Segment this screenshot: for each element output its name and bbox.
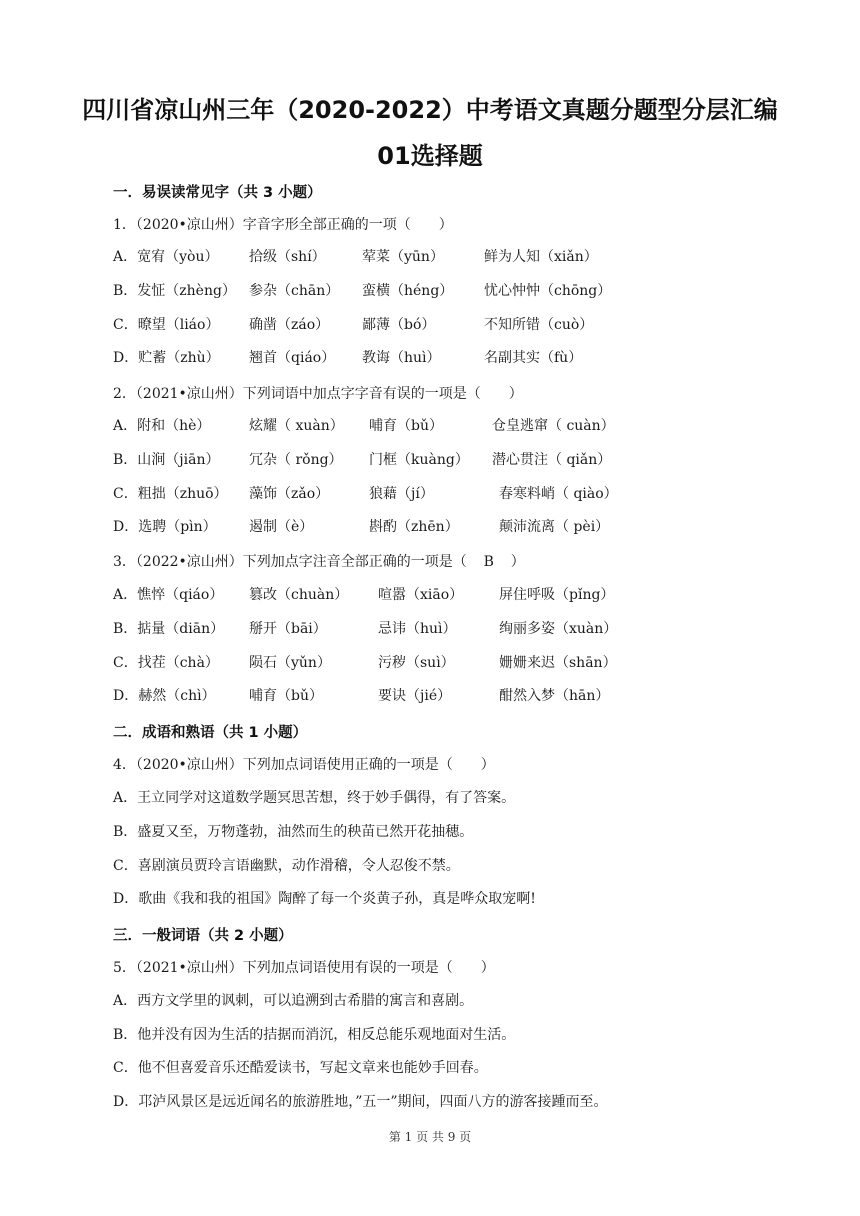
question-stem: 4．（2020•凉山州）下列加点词语使用正确的一项是（ ） — [113, 757, 495, 773]
document-subtitle: 01选择题 — [377, 142, 483, 170]
option-item: 教诲（huì） — [362, 350, 441, 366]
section-heading: 二．成语和熟语（共 1 小题） — [113, 725, 308, 741]
option-item: 鄙薄（bó） — [362, 317, 436, 333]
section-heading: 一．易误读常见字（共 3 小题） — [113, 185, 322, 201]
option-item: B．山涧（jiān） — [113, 452, 220, 468]
option-item: 斟酌（zhēn） — [369, 519, 459, 535]
option-row — [113, 516, 753, 538]
option-item: D．选聘（pìn） — [113, 519, 217, 535]
option-sentence: D．邛泸风景区是远近闻名的旅游胜地，”五一”期间，四面八方的游客接踵而至。 — [113, 1094, 608, 1110]
option-sentence: B．他并没有因为生活的拮据而消沉，相反总能乐观地面对生活。 — [113, 1027, 516, 1043]
option-item: 不知所错（cuò） — [484, 317, 594, 333]
question-stem-text: 3．（2022•凉山州）下列加点字注音全部正确的一项是（ — [113, 554, 467, 570]
option-sentence: A．王立同学对这道数学题冥思苦想，终于妙手偶得，有了答案。 — [113, 790, 516, 806]
option-row — [113, 246, 753, 268]
option-row — [113, 584, 753, 606]
option-item: 喧嚣（xiāo） — [378, 587, 464, 603]
page-footer: 第 1 页 共 9 页 — [388, 1130, 472, 1144]
option-item: 哺育（bǔ） — [249, 688, 323, 704]
option-item: C．暸望（liáo） — [113, 317, 220, 333]
option-sentence: D．歌曲《我和我的祖国》陶醉了每一个炎黄子孙，真是哗众取宠啊! — [113, 891, 536, 907]
option-item: C．粗拙（zhuō） — [113, 486, 228, 502]
option-item: 仓皇逃窜（ cuàn） — [492, 418, 615, 434]
option-row — [113, 618, 753, 640]
option-item: 蛮横（héng） — [362, 283, 454, 299]
option-item: 掰开（bāi） — [249, 621, 327, 637]
option-item: 荤菜（yūn） — [362, 249, 444, 265]
option-item: 潜心贯注（ qiǎn） — [492, 452, 612, 468]
option-row — [113, 314, 753, 336]
option-item: 参杂（chān） — [249, 283, 340, 299]
option-item: C．找茬（chà） — [113, 655, 219, 671]
option-sentence: A．西方文学里的讽刺，可以追溯到古希腊的寓言和喜剧。 — [113, 993, 474, 1009]
option-item: B．发怔（zhèng） — [113, 283, 236, 299]
answer-mark: B — [483, 554, 494, 570]
option-item: A．宽宥（yòu） — [113, 249, 219, 265]
option-row — [113, 483, 753, 505]
option-item: 酣然入梦（hān） — [499, 688, 610, 704]
option-item: 炫耀（ xuàn） — [249, 418, 344, 434]
option-item: 忌讳（huì） — [378, 621, 457, 637]
option-item: 冗杂（ rǒng） — [249, 452, 343, 468]
option-row — [113, 449, 753, 471]
option-item: 拾级（shí） — [249, 249, 326, 265]
option-item: 门框（kuàng） — [369, 452, 469, 468]
option-row — [113, 280, 753, 302]
option-sentence: C．喜剧演员贾玲言语幽默，动作滑稽，令人忍俊不禁。 — [113, 858, 460, 874]
option-item: 翘首（qiáo） — [249, 350, 336, 366]
option-item: A．附和（hè） — [113, 418, 211, 434]
option-item: 姗姗来迟（shān） — [499, 655, 617, 671]
option-row — [113, 685, 753, 707]
option-item: 遏制（è） — [249, 519, 314, 535]
option-item: 狼藉（jí） — [369, 486, 434, 502]
question-stem — [113, 551, 525, 571]
question-stem: 1．（2020•凉山州）字音字形全部正确的一项（ ） — [113, 217, 453, 233]
question-stem-close: ） — [510, 554, 525, 570]
document-title: 四川省凉山州三年（2020-2022）中考语文真题分题型分层汇编 — [82, 96, 778, 124]
option-row — [113, 347, 753, 369]
option-item: 颠沛流离（ pèi） — [499, 519, 610, 535]
option-item: 屏住呼吸（pǐng） — [499, 587, 615, 603]
option-item: 春寒料峭（ qiào） — [499, 486, 618, 502]
option-item: 忧心忡忡（chōng） — [484, 283, 612, 299]
option-item: A．憔悴（qiáo） — [113, 587, 224, 603]
question-stem: 2．（2021•凉山州）下列词语中加点字字音有误的一项是（ ） — [113, 386, 523, 402]
option-row — [113, 652, 753, 674]
option-item: B．掂量（diān） — [113, 621, 225, 637]
option-sentence: B．盛夏又至，万物蓬勃，油然而生的秧苗已然开花抽穗。 — [113, 824, 474, 840]
option-item: 藻饰（zǎo） — [249, 486, 330, 502]
option-item: 确凿（záo） — [249, 317, 330, 333]
option-item: 鲜为人知（xiǎn） — [484, 249, 598, 265]
option-row — [113, 415, 753, 437]
option-item: 要诀（jié） — [378, 688, 452, 704]
option-item: D．贮蓄（zhù） — [113, 350, 220, 366]
option-item: 篡改（chuàn） — [249, 587, 349, 603]
option-item: 陨石（yǔn） — [249, 655, 331, 671]
question-stem: 5．（2021•凉山州）下列加点词语使用有误的一项是（ ） — [113, 960, 495, 976]
option-sentence: C．他不但喜爱音乐还酷爱读书，写起文章来也能妙手回春。 — [113, 1060, 488, 1076]
option-item: 绚丽多姿（xuàn） — [499, 621, 618, 637]
option-item: 名副其实（fù） — [484, 350, 583, 366]
option-item: 哺育（bǔ） — [369, 418, 443, 434]
section-heading: 三．一般词语（共 2 小题） — [113, 928, 293, 944]
option-item: D．赫然（chì） — [113, 688, 216, 704]
option-item: 污秽（suì） — [378, 655, 455, 671]
